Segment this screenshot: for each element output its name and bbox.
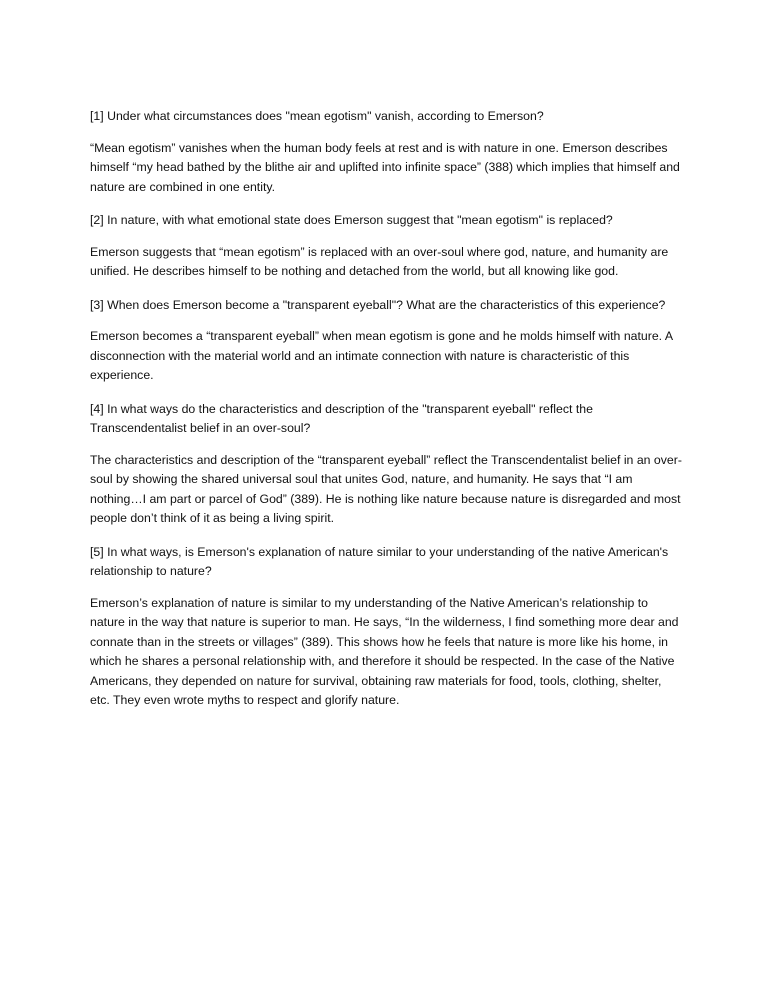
qa-block-1 — [90, 107, 682, 197]
qa-block-4 — [90, 400, 682, 529]
answer-5: Emerson’s explanation of nature is similar to my understanding of the Native American’s relationship to nature in the way that nature is superior to man. He says, “In the wilderness, I find something more dear and connate than in the streets or villages” (389). This shows how he feels that nature is more like his home, in which he shares a personal relationship with, and therefore it should be respected. In the case of the Native Americans, they depended on nature for survival, obtaining raw materials for food, tools, clothing, shelter, etc. They even wrote myths to respect and glorify nature. — [90, 595, 679, 707]
qa-block-3 — [90, 296, 682, 386]
question-1: [1] Under what circumstances does "mean egotism" vanish, according to Emerson? — [90, 109, 544, 123]
question-3: [3] When does Emerson become a "transparent eyeball"? What are the characteristics of this experience? — [90, 297, 666, 312]
answer-3: Emerson becomes a “transparent eyeball” when mean egotism is gone and he molds himself with nature. A disconnection with the material world and an intimate connection with nature is characteristic of this experience. — [90, 329, 673, 382]
document-body — [90, 107, 682, 725]
answer-1: “Mean egotism” vanishes when the human body feels at rest and is with nature in one. Emerson describes himself “my head bathed by the blithe air and uplifted into infinite space” (388) which implies that himself and nature are combined in one entity. — [90, 140, 680, 194]
question-5: [5] In what ways, is Emerson's explanation of nature similar to your understanding of the native American's relationship to nature? — [90, 544, 669, 578]
answer-4: The characteristics and description of the “transparent eyeball” reflect the Transcendentalist belief in an over-soul by showing the shared universal soul that unites God, nature, and humanity. He says that “I am nothing…I am part or parcel of God” (389). He is nothing like nature because nature is disregarded and most people don’t think of it as being a living spirit. — [90, 452, 682, 525]
answer-2: Emerson suggests that “mean egotism” is replaced with an over-soul where god, nature, and humanity are unified. He describes himself to be nothing and detached from the world, but all knowing like god. — [90, 244, 669, 278]
question-2: [2] In nature, with what emotional state does Emerson suggest that "mean egotism" is replaced? — [90, 213, 613, 227]
question-4: [4] In what ways do the characteristics and description of the "transparent eyeball" reflect the Transcendentalist belief in an over-soul? — [90, 401, 593, 435]
qa-block-2 — [90, 211, 682, 282]
qa-block-5 — [90, 543, 682, 711]
